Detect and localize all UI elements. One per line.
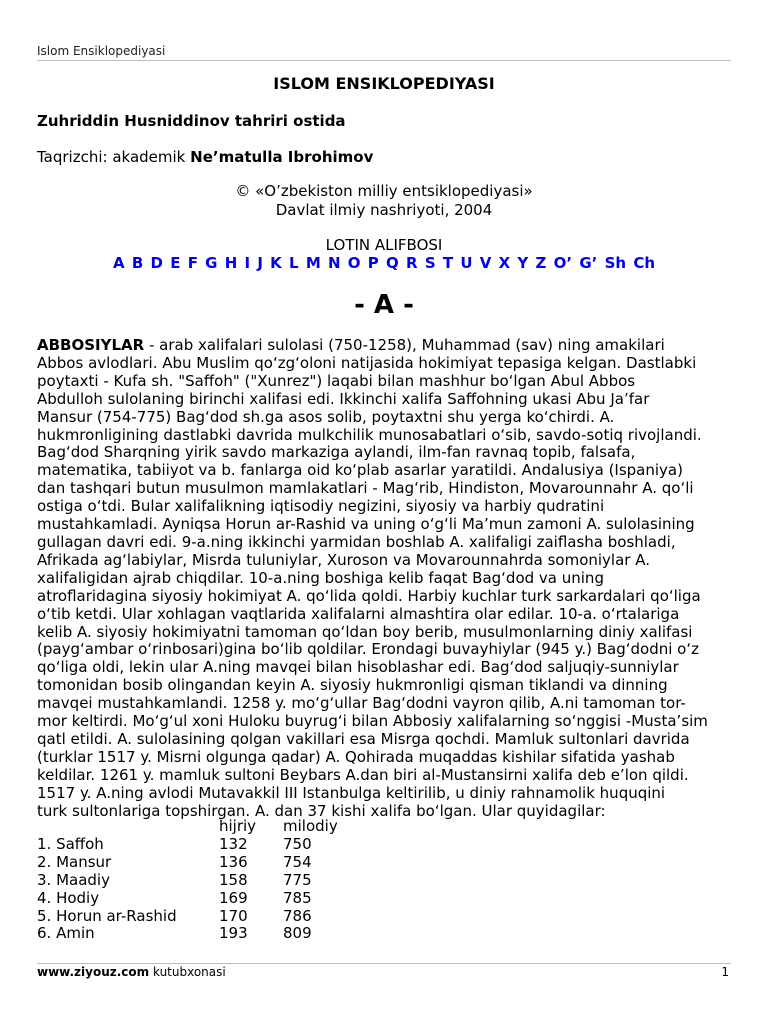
alphabet-letter-link[interactable]: A xyxy=(113,254,125,272)
table-header-cell: milodiy xyxy=(283,817,338,835)
article-line: ostiga o‘tdi. Bular xalifalikning iqtisodiy negizini, siyosiy va harbiy qudratini xyxy=(37,497,605,516)
alphabet-letter-link[interactable]: Sh xyxy=(604,254,627,272)
alphabet-links xyxy=(0,254,768,272)
article-line: kelib A. siyosiy hokimiyatni tamoman qo‘ldan boy berib, musulmonlarning diniy xalifasi xyxy=(37,622,693,641)
table-row xyxy=(37,908,338,926)
alphabet-letter-link[interactable]: T xyxy=(442,254,454,272)
alphabet-letter-link[interactable]: H xyxy=(224,254,238,272)
alphabet-letter-link[interactable]: P xyxy=(367,254,379,272)
footer xyxy=(37,965,226,979)
alphabet-letter-link[interactable]: Ch xyxy=(633,254,655,272)
table-cell: 193 xyxy=(219,924,248,943)
alphabet-letter-link[interactable]: M xyxy=(305,254,321,272)
table-cell: 6. Amin xyxy=(37,924,95,943)
article-line: Mansur (754-775) Bag‘dod sh.ga asos solib, poytaxtni shu yerga ko‘chirdi. A. xyxy=(37,407,615,426)
table-header-cell: hijriy xyxy=(219,817,257,835)
table-cell: 750 xyxy=(283,834,312,853)
table-cell: 785 xyxy=(283,888,312,907)
alphabet-letter-link[interactable]: Z xyxy=(535,254,547,272)
footer-divider xyxy=(37,963,731,964)
reviewer-name: Ne’matulla Ibrohimov xyxy=(190,148,374,166)
reviewer-line xyxy=(37,148,373,166)
article-line: poytaxti - Kufa sh. "Saffoh" ("Xunrez") laqabi bilan mashhur bo‘lgan Abul Abbos xyxy=(37,371,636,390)
table-cell: 169 xyxy=(219,888,248,907)
alphabet-letter-link[interactable]: G’ xyxy=(579,254,598,272)
alphabet-letter-link[interactable]: X xyxy=(498,254,511,272)
alphabet-letter-link[interactable]: J xyxy=(257,254,263,272)
article-line: matematika, tabiiyot va b. fanlarga oid ko‘plab asarlar yaratildi. Andalusiya (Ispaniya) xyxy=(37,461,683,480)
alphabet-letter-link[interactable]: G xyxy=(205,254,218,272)
table-cell: 170 xyxy=(219,906,248,925)
article-headword: ABBOSIYLAR xyxy=(37,336,145,354)
article-line: keldilar. 1261 y. mamluk sultoni Beybars A.dan biri al-Mustansirni xalifa deb e’lon qildi. xyxy=(37,765,689,784)
article-line: qo‘liga oldi, lekin ular A.ning mavqei bilan hisoblashar edi. Bag‘dod saljuqiy-sunniylar xyxy=(37,658,679,677)
alphabet-letter-link[interactable]: S xyxy=(424,254,436,272)
page-number: 1 xyxy=(721,965,729,979)
alphabet-letter-link[interactable]: I xyxy=(244,254,251,272)
article-line: gullagan davri edi. 9-a.ning ikkinchi yarmidan boshlab A. xalifaligi zaiflasha boshladi, xyxy=(37,532,676,551)
table-cell: 4. Hodiy xyxy=(37,888,100,907)
table-row xyxy=(37,890,338,908)
table-header-row xyxy=(37,818,338,836)
alphabet-letter-link[interactable]: L xyxy=(289,254,299,272)
alphabet-letter-link[interactable]: Q xyxy=(386,254,399,272)
editor-line: Zuhriddin Husniddinov tahriri ostida xyxy=(37,112,346,130)
article-line: atroflaridagina siyosiy hokimiyat A. qo‘lida qoldi. Harbiy kuchlar turk sarkardalari qo‘liga xyxy=(37,586,701,605)
table-cell: 158 xyxy=(219,870,248,889)
table-cell: 1. Saffoh xyxy=(37,834,104,853)
article-line: Abbos avlodlari. Abu Muslim qo‘zg‘oloni natijasida hokimiyat tepasiga kelgan. Dastlabki xyxy=(37,353,697,372)
reviewer-label: Taqrizchi: akademik xyxy=(37,148,186,166)
article-line: Afrikada ag‘labiylar, Misrda tuluniylar, Xuroson va Movarounnahrda somoniylar A. xyxy=(37,550,650,569)
article-line: o‘tib ketdi. Ular xohlagan vaqtlarida xalifalarni almashtira olar edilar. 10-a. o‘rtalariga xyxy=(37,604,680,623)
table-cell: 786 xyxy=(283,906,312,925)
alphabet-letter-link[interactable]: F xyxy=(187,254,198,272)
article-line: Bag‘dod Sharqning yirik savdo markaziga aylandi, ilm-fan ravnaq topib, falsafa, xyxy=(37,443,636,462)
table-row xyxy=(37,925,338,943)
article-line: (turklar 1517 y. Misrni olgunga qadar) A. Qohirada muqaddas kishilar sifatida yashab xyxy=(37,747,675,766)
running-header: Islom Ensiklopediyasi xyxy=(37,44,166,58)
table-row xyxy=(37,836,338,854)
table-cell: 754 xyxy=(283,852,312,871)
table-cell: 2. Mansur xyxy=(37,852,112,871)
article-line: dan tashqari butun musulmon mamlakatlari - Mag‘rib, Hindiston, Movarounnahr A. qo‘li xyxy=(37,479,694,498)
table-header-cell xyxy=(37,818,219,836)
article-line: mustahkamladi. Ayniqsa Horun ar-Rashid va uning o‘g‘li Ma’mun zamoni A. sulolasining xyxy=(37,515,695,534)
alphabet-letter-link[interactable]: D xyxy=(150,254,163,272)
footer-site-link[interactable]: www.ziyouz.com xyxy=(37,965,150,979)
publisher-line-1: © «O’zbekiston milliy entsiklopediyasi» xyxy=(235,182,533,200)
table-row xyxy=(37,872,338,890)
article-line: tomonidan bosib olingandan keyin A. siyosiy hukmronligi qisman tiklandi va dinning xyxy=(37,676,668,695)
article-line: turk sultonlariga topshirgan. A. dan 37 kishi xalifa bo‘lgan. Ular quyidagilar: xyxy=(37,801,606,820)
alphabet-title: LOTIN ALIFBOSI xyxy=(325,236,443,254)
alphabet-letter-link[interactable]: V xyxy=(479,254,492,272)
alphabet-letter-link[interactable]: B xyxy=(131,254,144,272)
alphabet-letter-link[interactable]: U xyxy=(460,254,473,272)
table-row xyxy=(37,854,338,872)
alphabet-letter-link[interactable]: O xyxy=(347,254,361,272)
article-line: qatl etildi. A. sulolasining qolgan vakillari esa Misrga qochdi. Mamluk sultonlari davrida xyxy=(37,729,690,748)
table-cell: 5. Horun ar-Rashid xyxy=(37,906,177,925)
document-title: ISLOM ENSIKLOPEDIYASI xyxy=(273,74,495,93)
alphabet-letter-link[interactable]: Y xyxy=(517,254,529,272)
article-line: 1517 y. A.ning avlodi Mutavakkil III Istanbulga keltirilib, u diniy rahnamolik huquqini xyxy=(37,783,666,802)
alphabet-letter-link[interactable]: O’ xyxy=(553,254,573,272)
publisher-line-2: Davlat ilmiy nashriyoti, 2004 xyxy=(275,201,493,219)
caliphs-table xyxy=(37,818,338,943)
article-line: mavqei mustahkamlandi. 1258 y. mo‘g‘ullar Bag‘dodni vayron qilib, A.ni tamoman tor- xyxy=(37,694,686,713)
article-body xyxy=(37,337,737,820)
alphabet-letter-link[interactable]: E xyxy=(170,254,181,272)
section-letter: - A - xyxy=(354,290,414,320)
alphabet-letter-link[interactable]: K xyxy=(270,254,282,272)
table-cell: 136 xyxy=(219,852,248,871)
footer-suffix: kutubxonasi xyxy=(149,965,226,979)
publisher-info xyxy=(0,182,768,220)
table-cell: 132 xyxy=(219,834,248,853)
alphabet-letter-link[interactable]: R xyxy=(406,254,418,272)
header-divider xyxy=(37,60,731,61)
alphabet-letter-link[interactable]: N xyxy=(328,254,341,272)
article-line: mor keltirdi. Mo‘g‘ul xoni Huloku buyrug‘i bilan Abbosiy xalifalarning so‘nggisi -Musta’sim xyxy=(37,712,708,731)
article-line: xalifaligidan ajrab chiqdilar. 10-a.ning boshiga kelib faqat Bag‘dod va uning xyxy=(37,568,604,587)
table-cell: 3. Maadiy xyxy=(37,870,110,889)
article-line: - arab xalifalari sulolasi (750-1258), Muhammad (sav) ning amakilari xyxy=(144,336,665,354)
article-line: hukmronligining dastlabki davrida mulkchilik munosabatlari o‘sib, savdo-sotiq rivojlandi. xyxy=(37,425,702,444)
article-line: Abdulloh sulolaning birinchi xalifasi edi. Ikkinchi xalifa Saffohning ukasi Abu Ja’far xyxy=(37,389,650,408)
article-line: (payg‘ambar o‘rinbosari)gina bo‘lib qoldilar. Erondagi buvayhiylar (945 y.) Bag‘dodni o‘z xyxy=(37,640,699,659)
table-cell: 809 xyxy=(283,924,312,943)
table-cell: 775 xyxy=(283,870,312,889)
